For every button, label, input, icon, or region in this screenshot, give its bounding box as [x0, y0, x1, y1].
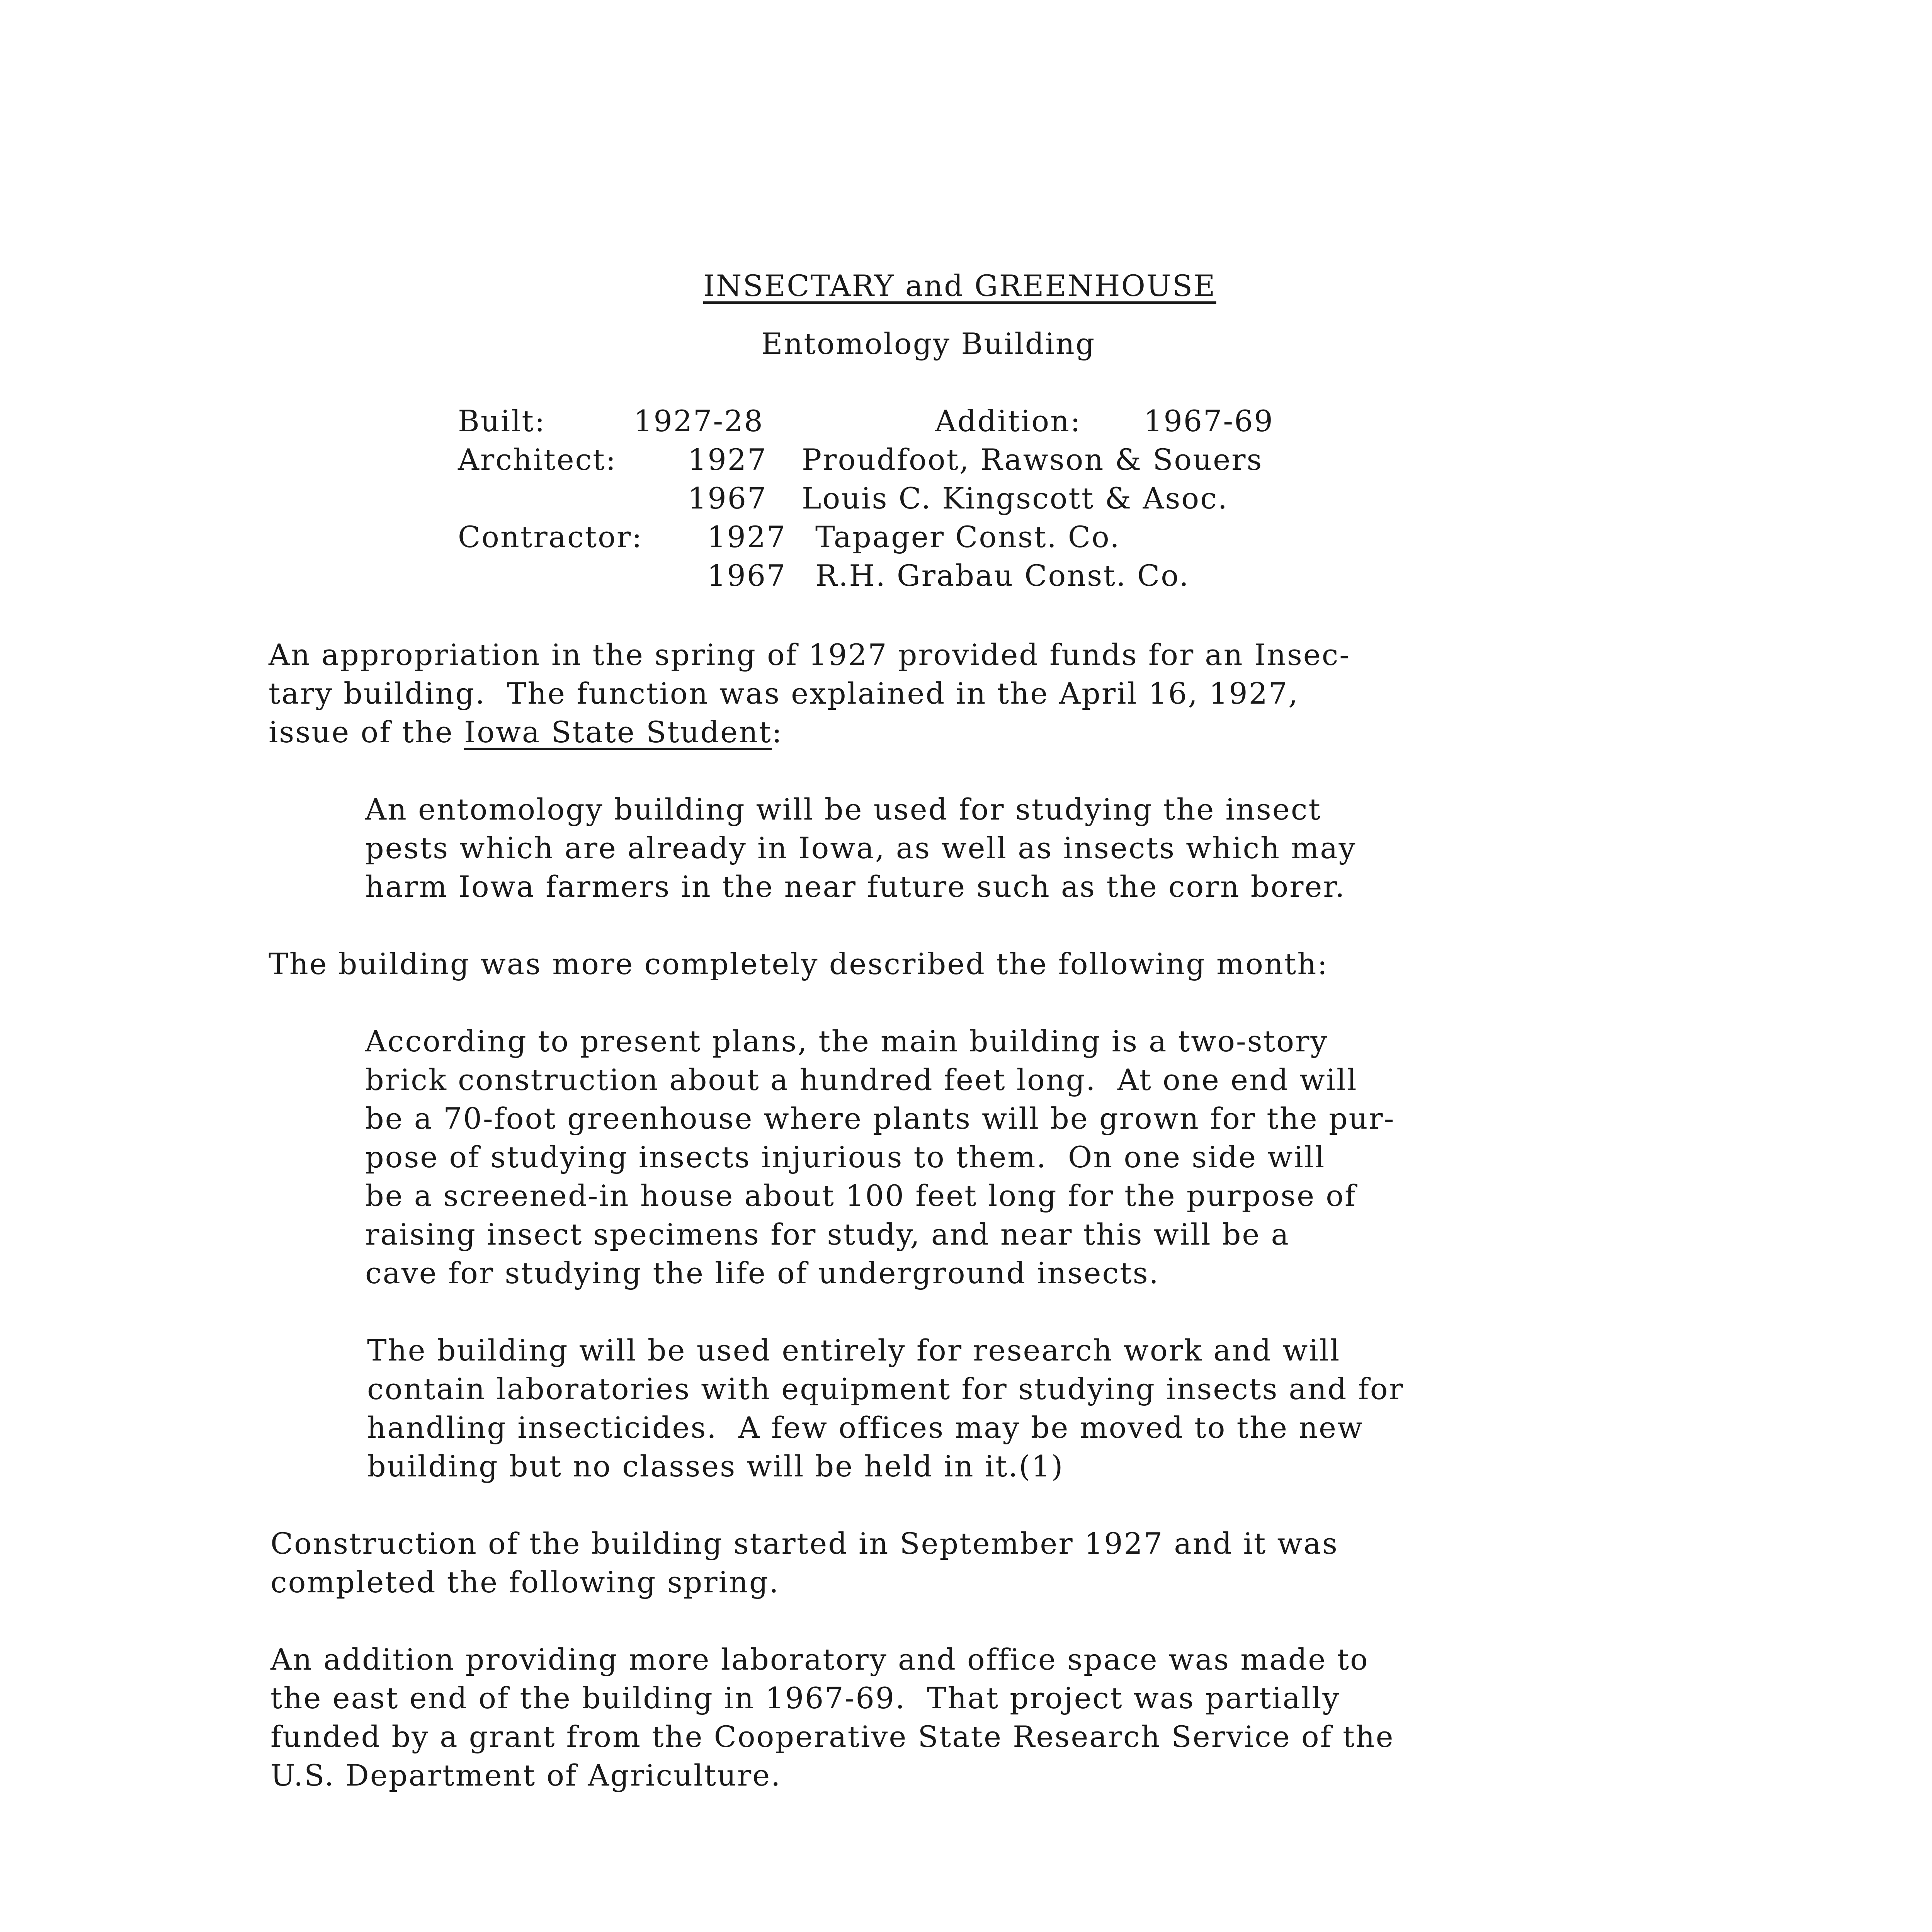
- quote-line: handling insecticides. A few offices may be moved to the new: [367, 1410, 1364, 1445]
- paragraph-line: the east end of the building in 1967-69. That project was partially: [270, 1681, 1340, 1715]
- paragraph-line: An appropriation in the spring of 1927 provided funds for an Insec-: [269, 638, 1350, 672]
- quote-line: cave for studying the life of underground insects.: [365, 1256, 1160, 1290]
- architect-name: Louis C. Kingscott & Asoc.: [802, 481, 1228, 515]
- paragraph-line: funded by a grant from the Cooperative State Research Service of the: [270, 1719, 1395, 1754]
- contractor-name: R.H. Grabau Const. Co.: [815, 558, 1190, 593]
- addition-value: 1967-69: [1144, 404, 1274, 438]
- line-suffix: :: [772, 715, 783, 749]
- built-label: Built:: [458, 404, 546, 438]
- publication-title: Iowa State Student: [464, 715, 772, 749]
- paragraph-line: Construction of the building started in September 1927 and it was: [270, 1526, 1338, 1561]
- quote-line: An entomology building will be used for studying the insect: [365, 792, 1321, 827]
- architect-label: Architect:: [458, 442, 617, 477]
- quote-line: According to present plans, the main building is a two-story: [365, 1024, 1328, 1058]
- built-value: 1927-28: [634, 404, 764, 438]
- quote-line: contain laboratories with equipment for studying insects and for: [367, 1372, 1404, 1406]
- contractor-year: 1927: [707, 520, 787, 554]
- paragraph-line: The building was more completely described the following month:: [269, 947, 1328, 981]
- architect-name: Proudfoot, Rawson & Souers: [802, 442, 1263, 477]
- paragraph-line: completed the following spring.: [270, 1565, 780, 1599]
- contractor-year: 1967: [707, 558, 787, 593]
- architect-year: 1967: [688, 481, 767, 515]
- contractor-label: Contractor:: [458, 520, 643, 554]
- quote-line: harm Iowa farmers in the near future such as the corn borer.: [365, 869, 1346, 904]
- quote-line: pests which are already in Iowa, as well as insects which may: [365, 831, 1357, 865]
- paragraph-line: U.S. Department of Agriculture.: [270, 1758, 782, 1793]
- quote-line: be a 70-foot greenhouse where plants will be grown for the pur-: [365, 1101, 1395, 1136]
- architect-year: 1927: [688, 442, 767, 477]
- page-title: INSECTARY and GREENHOUSE: [703, 269, 1216, 303]
- quote-line: brick construction about a hundred feet long. At one end will: [365, 1063, 1358, 1097]
- paragraph-line: An addition providing more laboratory and office space was made to: [270, 1642, 1369, 1677]
- quote-line: building but no classes will be held in it.(1): [367, 1449, 1064, 1483]
- page-subtitle: Entomology Building: [761, 327, 1096, 361]
- line-prefix: issue of the: [269, 715, 464, 749]
- quote-line: pose of studying insects injurious to them. On one side will: [365, 1140, 1326, 1174]
- paragraph-line: tary building. The function was explained in the April 16, 1927,: [269, 676, 1299, 711]
- quote-line: The building will be used entirely for research work and will: [367, 1333, 1341, 1367]
- contractor-name: Tapager Const. Co.: [815, 520, 1121, 554]
- quote-line: be a screened-in house about 100 feet long for the purpose of: [365, 1179, 1357, 1213]
- paragraph-line: [269, 713, 783, 752]
- quote-line: raising insect specimens for study, and near this will be a: [365, 1217, 1290, 1252]
- addition-label: Addition:: [935, 404, 1082, 438]
